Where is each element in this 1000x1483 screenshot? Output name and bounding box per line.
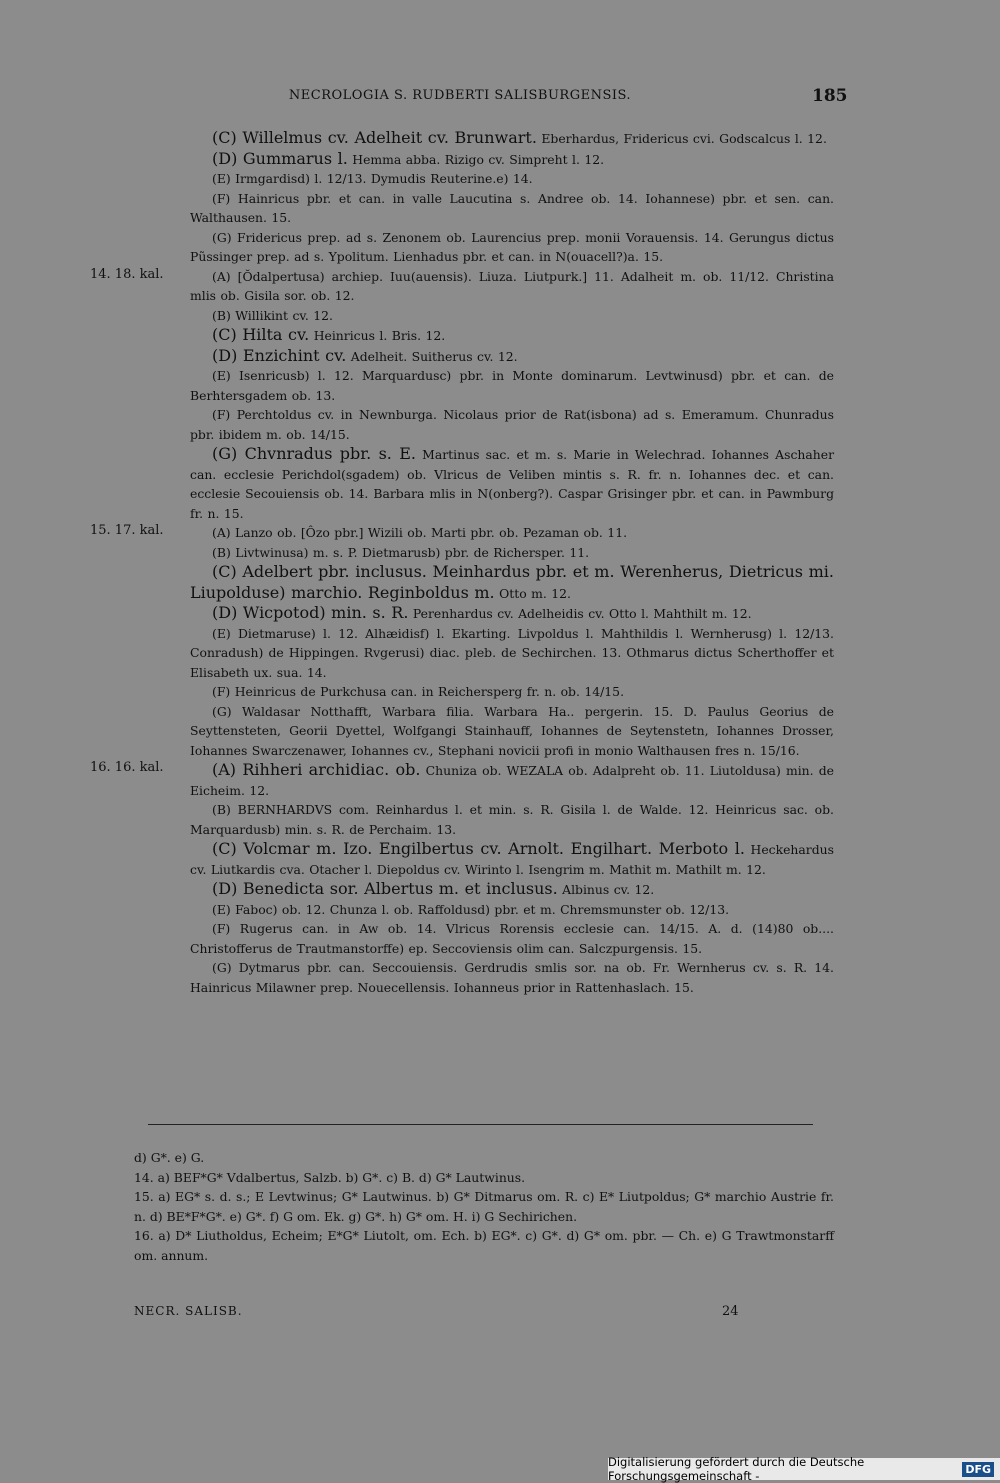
- entry-line: [190, 900, 834, 920]
- footnotes: [134, 1148, 834, 1265]
- entry-line: [190, 682, 834, 702]
- entry-line: [190, 624, 834, 683]
- line-text: (G) Waldasar Notthafft, Warbara filia. Warbara Ha.. pergerin. 15. D. Paulus Georius de Seyttensteten, Georii Dyettel, Wolfgangi Stainhauff, Iohannes de Seytenstetn, Iohannes Drosser, Iohannes Swarczenawer, Iohannes cv., Stephani novicii profi in monio Walthausen fres n. 15/16.: [190, 703, 834, 758]
- line-text: (B) BERNHARDVS com. Reinhardus l. et min. s. R. Gisila l. de Walde. 12. Heinricus sac. ob. Marquardusb) min. s. R. de Perchaim. 13.: [190, 802, 834, 837]
- entry-line: [190, 267, 834, 306]
- emphasized-names: (D) Gummarus l.: [212, 148, 348, 168]
- line-text: Albinus cv. 12.: [557, 882, 655, 897]
- entry-line: [190, 149, 834, 170]
- entry-line: [190, 405, 834, 444]
- line-text: (G) Dytmarus pbr. can. Seccouiensis. Gerdrudis smlis sor. na ob. Fr. Wernherus cv. s. R. 14. Hainricus Milawner prep. Nouecellensis. Iohanneus prior in Rattenhaslach. 15.: [190, 960, 834, 995]
- entry-line: [190, 128, 834, 149]
- line-text: (E) Irmgardisd) l. 12/13. Dymudis Reuterine.e) 14.: [212, 171, 533, 186]
- entry-date: 15. 17. kal.: [90, 523, 164, 538]
- footnote: 14. a) BEF*G* Vdalbertus, Salzb. b) G*. c) B. d) G* Lautwinus.: [134, 1169, 526, 1185]
- signature-mark: NECR. SALISB.: [134, 1304, 243, 1318]
- dfg-logo: DFG: [962, 1462, 994, 1477]
- funding-text: Digitalisierung gefördert durch die Deutsche Forschungsgemeinschaft -: [608, 1455, 865, 1483]
- entry-line: [190, 169, 834, 189]
- line-text: Otto m. 12.: [494, 585, 571, 601]
- footnote: 15. a) EG* s. d. s.; E Levtwinus; G* Lautwinus. b) G* Ditmarus om. R. c) E* Liutpoldus; G* marchio Austrie fr. n. d) BE*F*G*. e) G*. f) G om. Ek. g) G*. h) G* om. H. i) G Sechirichen.: [134, 1189, 834, 1224]
- necrology-entry: [90, 523, 834, 760]
- entry-line: [190, 189, 834, 228]
- entry-line: [190, 958, 834, 997]
- line-text: Perenhardus cv. Adelheidis cv. Otto l. Mahthilt m. 12.: [408, 606, 752, 621]
- line-text: Martinus sac. et m. s. Marie in Welechrad. Iohannes Aschaher can. ecclesie Perichdol(sgadem) ob. Vlricus de Veliben mintis s. R. fr. n. Iohannes dec. et can. ecclesie Secouiensis ob. 14. Barbara mlis in N(onberg?). Caspar Grisinger pbr. et can. in Pawmburg fr. n. 15.: [190, 447, 834, 521]
- necrology-entry: [90, 267, 834, 524]
- entry-line: [190, 702, 834, 761]
- footnote: 16. a) D* Liutholdus, Echeim; E*G* Liutolt, om. Ech. b) EG*. c) G*. d) G* om. pbr. — Ch. e) G Trawtmonstarff om. annum.: [134, 1228, 834, 1263]
- necrology-entry: [90, 760, 834, 997]
- line-text: Heinricus l. Bris. 12.: [309, 328, 446, 343]
- emphasized-names: (D) Wicpotod) min. s. R.: [212, 603, 409, 622]
- line-text: Hemma abba. Rizigo cv. Simpreht l. 12.: [347, 151, 605, 167]
- emphasized-names: (D) Enzichint cv.: [212, 345, 347, 365]
- running-head: NECROLOGIA S. RUDBERTI SALISBURGENSIS.: [288, 88, 632, 103]
- line-text: Heckehardus cv. Liutkardis cva. Otacher l. Diepoldus cv. Wirinto l. Isengrim m. Mathit m. Mathilt m. 12.: [190, 842, 834, 877]
- necrology-body: [90, 128, 834, 997]
- entry-line: [190, 839, 834, 879]
- emphasized-names: (D) Benedicta sor. Albertus m. et inclusus.: [212, 879, 558, 898]
- emphasized-names: (C) Hilta cv.: [212, 325, 310, 344]
- entry-line: [190, 325, 834, 346]
- entry-line: [190, 444, 834, 523]
- line-text: (F) Perchtoldus cv. in Newnburga. Nicolaus prior de Rat(isbona) ad s. Emeramum. Chunradus pbr. ibidem m. ob. 14/15.: [190, 407, 834, 442]
- necrology-entry: [90, 128, 834, 267]
- emphasized-names: (G) Chvnradus pbr. s. E.: [212, 444, 416, 463]
- emphasized-names: (C) Willelmus cv. Adelheit cv. Brunwart.: [212, 128, 537, 147]
- line-text: Chuniza ob. WEZALA ob. Adalpreht ob. 11. Liutoldusa) min. de Eicheim. 12.: [190, 763, 835, 798]
- entry-date: 16. 16. kal.: [90, 760, 164, 775]
- emphasized-names: (C) Volcmar m. Izo. Engilbertus cv. Arnolt. Engilhart. Merboto l.: [212, 839, 746, 858]
- entry-line: [190, 800, 834, 839]
- funding-banner: [608, 1455, 1000, 1483]
- footnote: d) G*. e) G.: [134, 1150, 205, 1165]
- emphasized-names: (C) Adelbert pbr. inclusus. Meinhardus pbr. et m. Werenherus, Dietricus mi. Liupolduse) marchio. Reginboldus m.: [190, 562, 834, 602]
- entry-line: [190, 919, 834, 958]
- footnote-divider: [148, 1124, 813, 1125]
- line-text: (E) Dietmaruse) l. 12. Alhæidisf) l. Ekarting. Livpoldus l. Mahthildis l. Wernherusg) l. 12/13. Conradush) de Hippingen. Rvgerusi) diac. pleb. de Sechirchen. 13. Othmarus dictus Scherthoffer et Elisabeth ux. sua. 14.: [190, 625, 834, 680]
- signature-number: 24: [722, 1304, 739, 1319]
- emphasized-names: (A) Rihheri archidiac. ob.: [212, 760, 421, 779]
- line-text: (A) Lanzo ob. [Ôzo pbr.] Wizili ob. Marti pbr. ob. Pezaman ob. 11.: [212, 525, 628, 540]
- line-text: Eberhardus, Fridericus cvi. Godscalcus l. 12.: [536, 131, 827, 146]
- line-text: (A) [Ŏdalpertusa) archiep. Iuu(auensis). Liuza. Liutpurk.] 11. Adalheit m. ob. 11/12. Christina mlis ob. Gisila sor. ob. 12.: [190, 268, 834, 303]
- line-text: (F) Heinricus de Purkchusa can. in Reichersperg fr. n. ob. 14/15.: [212, 684, 625, 699]
- entry-line: [190, 603, 834, 624]
- entry-line: [190, 543, 834, 563]
- entry-line: [190, 879, 834, 900]
- line-text: (E) Faboc) ob. 12. Chunza l. ob. Raffoldusd) pbr. et m. Chremsmunster ob. 12/13.: [212, 901, 730, 917]
- line-text: (E) Isenricusb) l. 12. Marquardusc) pbr. in Monte dominarum. Levtwinusd) pbr. et can. de Berhtersgadem ob. 13.: [190, 368, 834, 403]
- line-text: (F) Rugerus can. in Aw ob. 14. Vlricus Rorensis ecclesie can. 14/15. A. d. (14)80 ob.... Christofferus de Trautmanstorffe) ep. Seccoviensis olim can. Salczpurgensis. 15.: [190, 921, 834, 956]
- line-text: Adelheit. Suitherus cv. 12.: [346, 348, 518, 364]
- entry-line: [190, 562, 834, 603]
- line-text: (B) Livtwinusa) m. s. P. Dietmarusb) pbr. de Richersper. 11.: [212, 544, 590, 560]
- entry-line: [190, 306, 834, 326]
- page-number: 185: [812, 86, 848, 106]
- entry-line: [190, 523, 834, 543]
- entry-line: [190, 760, 834, 800]
- entry-line: [190, 346, 834, 367]
- line-text: (G) Fridericus prep. ad s. Zenonem ob. Laurencius prep. monii Vorauensis. 14. Gerungus dictus Pũssinger prep. ad s. Ypolitum. Lienhadus pbr. et can. in N(ouacell?)a. 15.: [190, 229, 834, 264]
- line-text: (B) Willikint cv. 12.: [212, 307, 334, 323]
- entry-line: [190, 228, 834, 267]
- entry-date: 14. 18. kal.: [90, 266, 164, 282]
- line-text: (F) Hainricus pbr. et can. in valle Laucutina s. Andree ob. 14. Iohannese) pbr. et sen. can. Walthausen. 15.: [190, 190, 834, 225]
- entry-line: [190, 366, 834, 405]
